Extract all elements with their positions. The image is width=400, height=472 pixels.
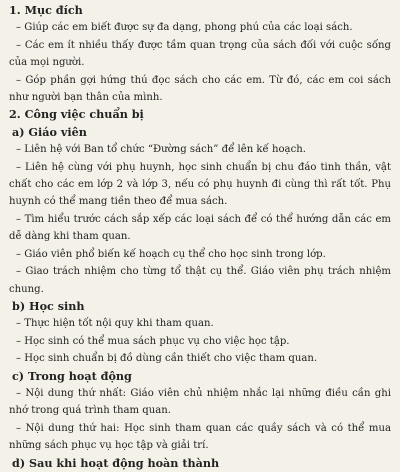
section-heading: 2. Công việc chuẩn bị bbox=[9, 107, 144, 122]
paragraph: – Liên hệ với Ban tổ chức “Đường sách” để lên kế hoạch. bbox=[16, 144, 306, 156]
paragraph: – Liên hệ cùng với phụ huynh, học sinh chuẩn bị chu đáo tinh thần, vật chất cho các em lớp 2 và lớp 3, nếu có phụ huynh đi cùng thì rất tốt. Phụ huynh có thể mang tiền theo để mua sách. bbox=[9, 161, 391, 208]
subsection-heading: b) Học sinh bbox=[12, 298, 85, 313]
paragraph: – Giao trách nhiệm cho từng tổ thật cụ thể. Giáo viên phụ trách nhiệm chung. bbox=[9, 266, 391, 295]
paragraph: – Các em ít nhiều thấy được tầm quan trọng của sách đối với cuộc sống của mọi người. bbox=[9, 39, 391, 69]
paragraph: – Góp phần gợi hứng thú đọc sách cho các em. Từ đó, các em coi sách như người bạn thân của mình. bbox=[9, 74, 391, 104]
section-purpose bbox=[9, 2, 391, 106]
subsection-heading: c) Trong hoạt động bbox=[12, 368, 132, 383]
section-heading: 1. Mục đích bbox=[9, 3, 83, 17]
subsection-heading: d) Sau khi hoạt động hoàn thành bbox=[12, 455, 220, 470]
paragraph: – Học sinh chuẩn bị đồ dùng cần thiết cho việc tham quan. bbox=[16, 353, 318, 365]
paragraph: – Nội dung thứ nhất: Giáo viên chủ nhiệm nhắc lại những điều cần ghi nhớ trong quá trình tham quan. bbox=[9, 387, 391, 417]
paragraph: – Tìm hiểu trước cách sắp xếp các loại sách để có thể hướng dẫn các em dễ dàng khi tham quan. bbox=[9, 213, 391, 243]
paragraph: – Giáo viên phổ biến kế hoạch cụ thể cho học sinh trong lớp. bbox=[16, 248, 326, 260]
paragraph: – Học sinh có thể mua sách phục vụ cho việc học tập. bbox=[16, 335, 290, 347]
paragraph: – Thực hiện tốt nội quy khi tham quan. bbox=[16, 318, 214, 330]
subsection-heading: a) Giáo viên bbox=[12, 124, 87, 139]
paragraph: – Giúp các em biết được sự đa dạng, phong phú của các loại sách. bbox=[16, 22, 353, 34]
section-preparation bbox=[9, 106, 391, 472]
paragraph: – Nội dung thứ hai: Học sinh tham quan các quầy sách và có thể mua những sách phục vụ học tập và giải trí. bbox=[9, 422, 391, 452]
